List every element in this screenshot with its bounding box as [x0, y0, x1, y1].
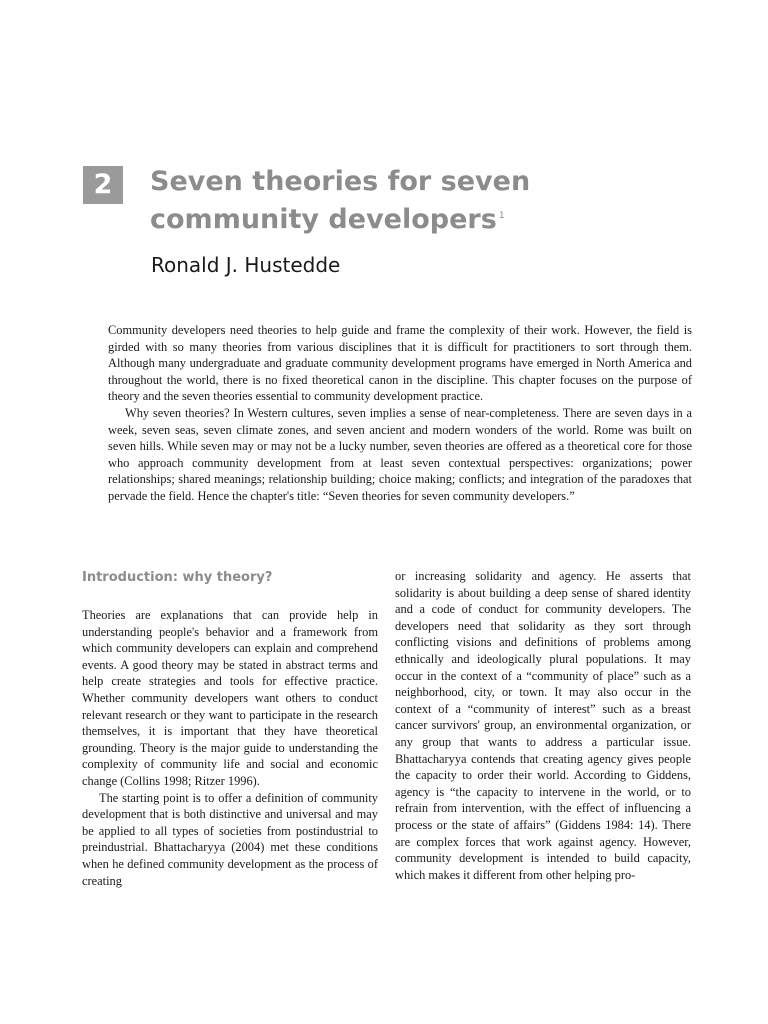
chapter-number-badge: 2 [83, 166, 123, 204]
chapter-abstract [108, 322, 692, 505]
chapter-title-line-2 [150, 199, 670, 237]
right-paragraph-1: or increasing solidarity and agency. He asserts that solidarity is about building a deep sense of shared identity and a code of conduct for community developers. The developers need that solidarity as they sort through conflicting visions and definitions of problems among ethnically and ideologically plural populations. It may occur in the context of a “community of place” such as a neighborhood, city, or town. It may also occur in the context of a “community of interest” such as a breast cancer survivors' group, an environmental organization, or any group that wants to address a particular issue. Bhattacharyya contends that creating agency gives people the capacity to order their world. According to Giddens, agency is “the capacity to intervene in the world, or to refrain from intervention, with the effect of influencing a process or the state of affairs” (Giddens 1984: 14). There are complex forces that work against agency. However, community development is intended to build capacity, which makes it different from other helping pro- [395, 569, 691, 882]
abstract-paragraph-2: Why seven theories? In Western cultures, seven implies a sense of near-completeness. There are seven days in a week, seven seas, seven climate zones, and seven ancient and modern wonders of the world. Rome was built on seven hills. While seven may or may not be a lucky number, seven theories are offered as a theoretical core for those who approach community development from at least seven contextual perspectives: organizations; power relationships; shared meanings; relationship building; choice making; conflicts; and integration of the paradoxes that pervade the field. Hence the chapter's title: “Seven theories for seven community developers.” [108, 405, 692, 503]
footnote-mark: 1 [498, 211, 505, 221]
chapter-title [150, 164, 670, 237]
abstract-paragraph-1: Community developers need theories to help guide and frame the complexity of their work. However, the field is girded with so many theories from various disciplines that it is difficult for practitioners to sort through them. Although many undergraduate and graduate community development programs have emerged in North America and throughout the world, there is no fixed theoretical canon in the discipline. This chapter focuses on the purpose of theory and the seven theories essential to community development practice. [108, 323, 692, 404]
left-column [82, 568, 378, 889]
left-paragraph-2: The starting point is to offer a definition of community development that is both distinctive and universal and may be applied to all types of societies from postindustrial to preindustrial. Bhattacharyya (2004) met these conditions when he defined community development as the process of creating [82, 790, 378, 888]
left-paragraph-1: Theories are explanations that can provide help in understanding people's behavior and a framework from which community developers can explain and comprehend events. A good theory may be stated in abstract terms and help create strategies and tools for effective practice. Whether community developers want others to conduct relevant research or they want to participate in the research themselves, it is important that they have theoretical grounding. Theory is the major guide to understanding the complexity of community life and social and economic change (Collins 1998; Ritzer 1996). [82, 608, 378, 788]
chapter-title-line-2-text: community developers [150, 204, 497, 235]
section-heading: Introduction: why theory? [82, 570, 273, 585]
author-name: Ronald J. Hustedde [151, 253, 341, 277]
right-column [395, 568, 691, 883]
chapter-title-line-1: Seven theories for seven [150, 166, 531, 197]
